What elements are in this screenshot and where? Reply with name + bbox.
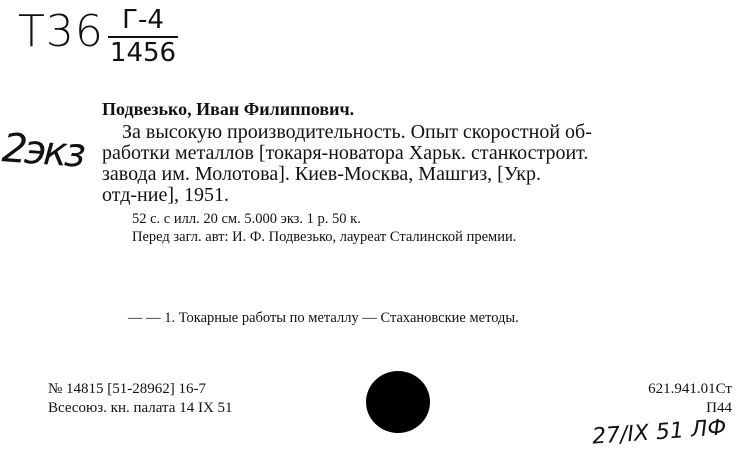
title-line: отд-ние], 1951. <box>102 184 229 206</box>
author-mark: П44 <box>706 400 732 416</box>
record-number: № 14815 [51-28962] 16-7 <box>48 381 207 397</box>
physical-description: 52 с. с илл. 20 см. 5.000 экз. 1 р. 50 к. <box>132 211 361 227</box>
catalog-entry <box>102 98 732 246</box>
book-chamber: Всесоюз. кн. палата 14 IX 51 <box>48 400 233 416</box>
classification-block <box>648 380 732 418</box>
shelf-numerator: Г-4 <box>122 5 164 35</box>
title-description <box>102 122 732 206</box>
title-line: работки металлов [токаря-новатора Харьк. станкостроит. <box>102 142 589 164</box>
author-heading: Подвезько, Иван Филиппович. <box>102 99 355 119</box>
title-line: За высокую производительность. Опыт скоростной об- <box>122 121 592 143</box>
record-info <box>48 380 233 418</box>
punch-hole <box>366 371 430 433</box>
subject-heading: — — 1. Токарные работы по металлу — Стахановские методы. <box>128 310 519 326</box>
shelf-denominator: 1456 <box>109 38 177 68</box>
copies-handwritten-mark: 2экз <box>0 125 85 177</box>
title-line: завода им. Молотова]. Киев-Москва, Машгиз, [Укр. <box>102 163 541 185</box>
shelf-fraction <box>108 6 178 67</box>
author-note: Перед загл. авт: И. Ф. Подвезько, лауреат Сталинской премии. <box>132 229 517 245</box>
shelf-mark: Т36 <box>18 6 104 57</box>
handwritten-date: 27/IX 51 ЛФ <box>590 415 727 450</box>
udc-classification: 621.941.01Ст <box>648 381 732 397</box>
